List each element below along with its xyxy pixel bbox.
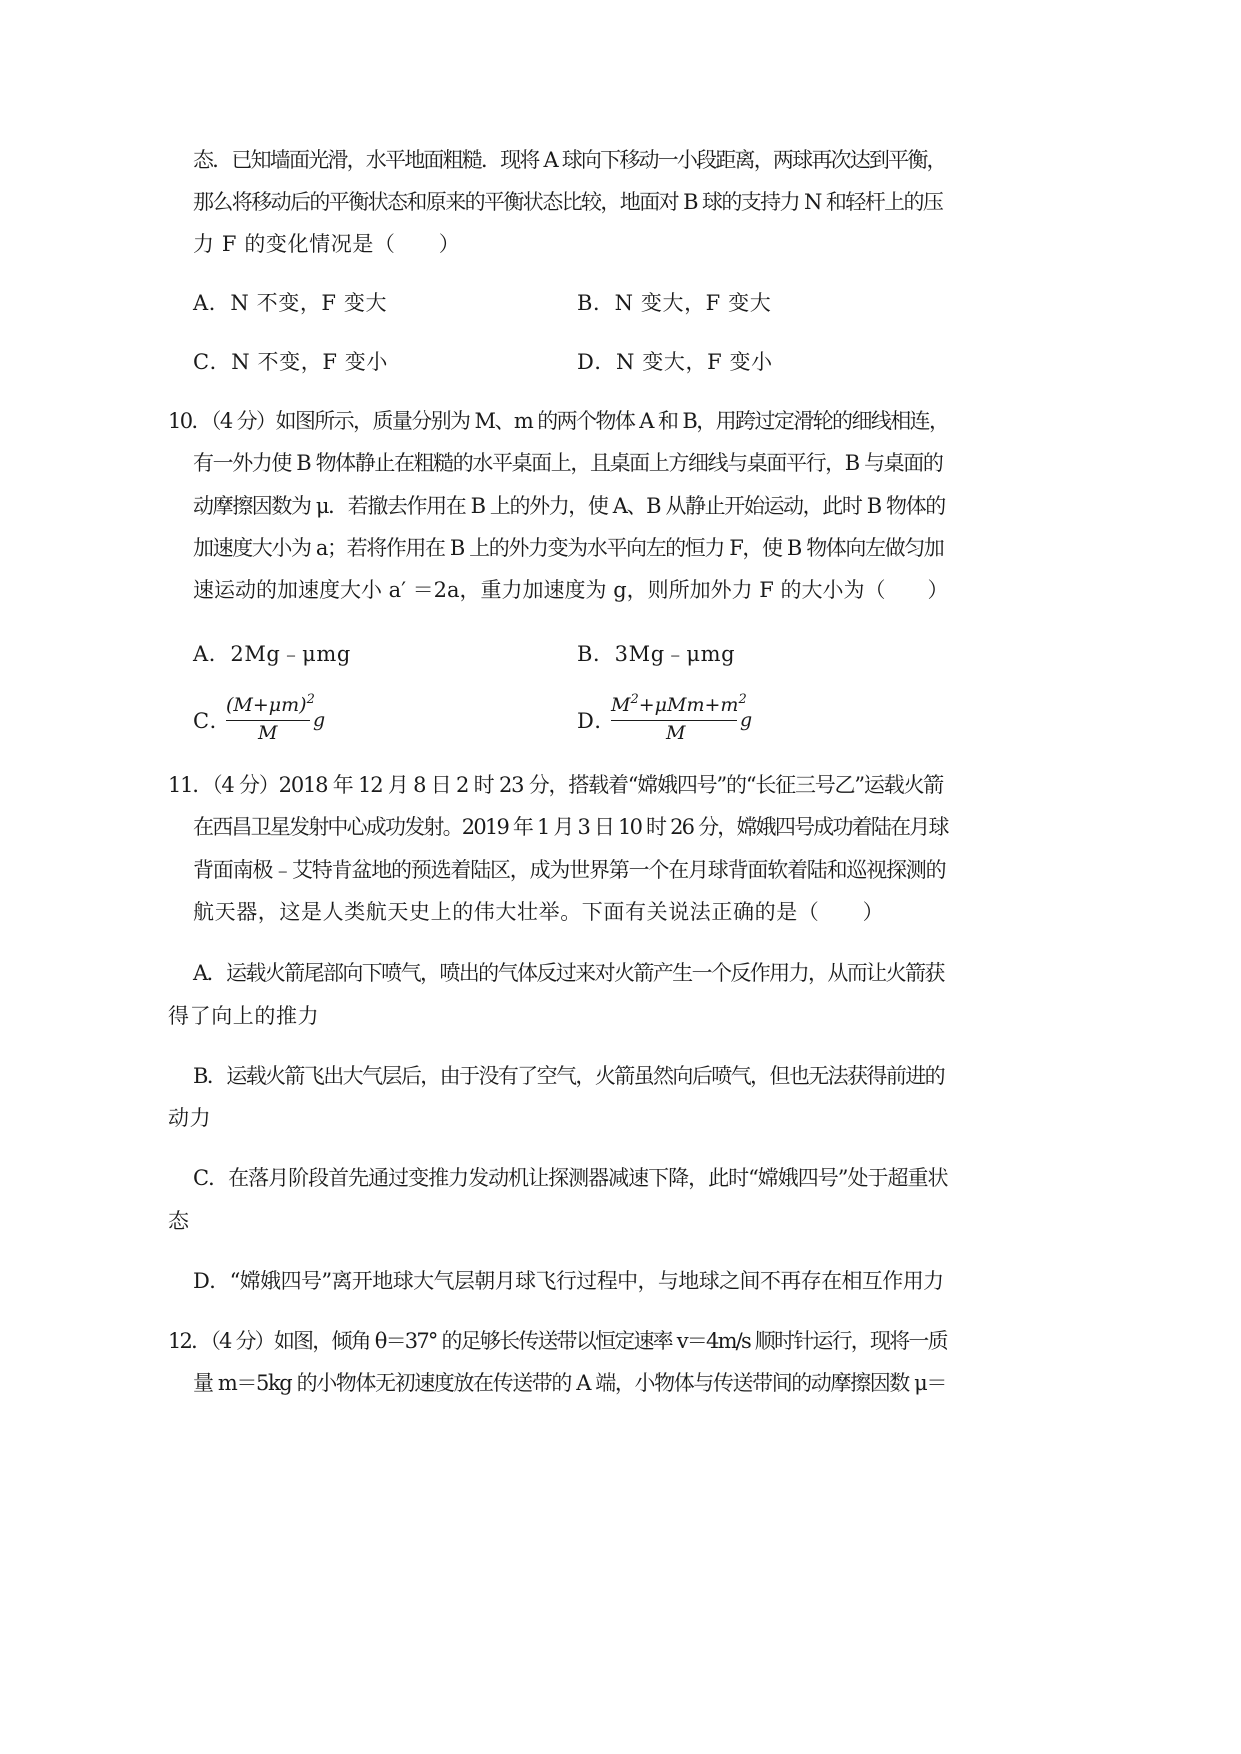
- q11-line-2: 在西昌卫星发射中心成功发射。2019 年 1 月 3 日 10 时 26 分，嫦娥四号成功着陆在月球: [193, 815, 948, 839]
- q10-line-3: 动摩擦因数为 μ．若撤去作用在 B 上的外力，使 A、B 从静止开始运动，此时 B 物体的: [193, 494, 945, 518]
- q10-line-1: 10．（4 分）如图所示，质量分别为 M、m 的两个物体 A 和 B，用跨过定滑轮的细线相连，: [168, 409, 949, 433]
- q9-option-a: A．N 不变，F 变大: [193, 291, 388, 315]
- q11-option-a-line-1: A．运载火箭尾部向下喷气，喷出的气体反过来对火箭产生一个反作用力，从而让火箭获: [193, 961, 944, 985]
- q11-line-1: 11．（4 分）2018 年 12 月 8 日 2 时 23 分，搭载着“嫦娥四号”的“长征三号乙”运载火箭: [168, 773, 944, 797]
- q9-option-d: D．N 变大，F 变小: [577, 350, 773, 374]
- q9-option-c: C．N 不变，F 变小: [193, 350, 388, 374]
- formula-numerator: $M^2+\mu Mm+m^2$: [611, 692, 747, 716]
- q11-line-3: 背面南极﹣艾特肯盆地的预选着陆区，成为世界第一个在月球背面软着陆和巡视探测的: [193, 858, 946, 882]
- q11-line-4: 航天器，这是人类航天史上的伟大壮举。下面有关说法正确的是（ ）: [193, 900, 885, 924]
- q12-line-2: 量 m＝5kg 的小物体无初速度放在传送带的 A 端，小物体与传送带间的动摩擦因数 μ＝: [193, 1371, 947, 1395]
- q12-line-1: 12．（4 分）如图，倾角 θ＝37° 的足够长传送带以恒定速率 v＝4m/s 顺时针运行，现将一质: [168, 1329, 947, 1353]
- formula-denominator: M: [258, 722, 278, 744]
- q10-option-c-label: C．: [193, 709, 232, 733]
- q11-option-b-line-1: B．运载火箭飞出大气层后，由于没有了空气，火箭虽然向后喷气，但也无法获得前进的: [193, 1064, 945, 1088]
- q9-line-2: 那么将移动后的平衡状态和原来的平衡状态比较，地面对 B 球的支持力 N 和轻杆上的压: [193, 190, 943, 214]
- q11-option-c-line-2: 态: [168, 1209, 190, 1233]
- formula-factor: g: [313, 709, 326, 731]
- q11-option-d: D．“嫦娥四号”离开地球大气层朝月球飞行过程中，与地球之间不再存在相互作用力: [193, 1269, 944, 1293]
- q9-option-b: B．N 变大，F 变大: [577, 291, 772, 315]
- formula-denominator: M: [666, 722, 686, 744]
- q11-option-c-line-1: C．在落月阶段首先通过变推力发动机让探测器减速下降，此时“嫦娥四号”处于超重状: [193, 1166, 948, 1190]
- fraction-bar: [611, 720, 737, 721]
- fraction-bar: [226, 720, 310, 721]
- q9-line-3: 力 F 的变化情况是（ ）: [193, 232, 461, 256]
- formula-numerator: $(M+\mu m)^2$: [226, 692, 315, 716]
- q11-option-b-line-2: 动力: [168, 1106, 212, 1130]
- q10-line-5: 速运动的加速度大小 a′ ＝2a，重力加速度为 g，则所加外力 F 的大小为（ ）: [193, 578, 949, 602]
- q10-option-d-label: D．: [577, 709, 617, 733]
- formula-factor: g: [740, 709, 753, 731]
- q10-line-4: 加速度大小为 a；若将作用在 B 上的外力变为水平向左的恒力 F，使 B 物体向左做匀加: [193, 536, 944, 560]
- q10-option-a: A．2Mg﹣μmg: [193, 642, 351, 666]
- q10-line-2: 有一外力使 B 物体静止在粗糙的水平桌面上，且桌面上方细线与桌面平行，B 与桌面的: [193, 451, 943, 475]
- q9-line-1: 态．已知墙面光滑，水平地面粗糙．现将 A 球向下移动一小段距离，两球再次达到平衡，: [193, 148, 946, 172]
- q10-option-b: B．3Mg﹣μmg: [577, 642, 736, 666]
- q11-option-a-line-2: 得了向上的推力: [168, 1004, 320, 1028]
